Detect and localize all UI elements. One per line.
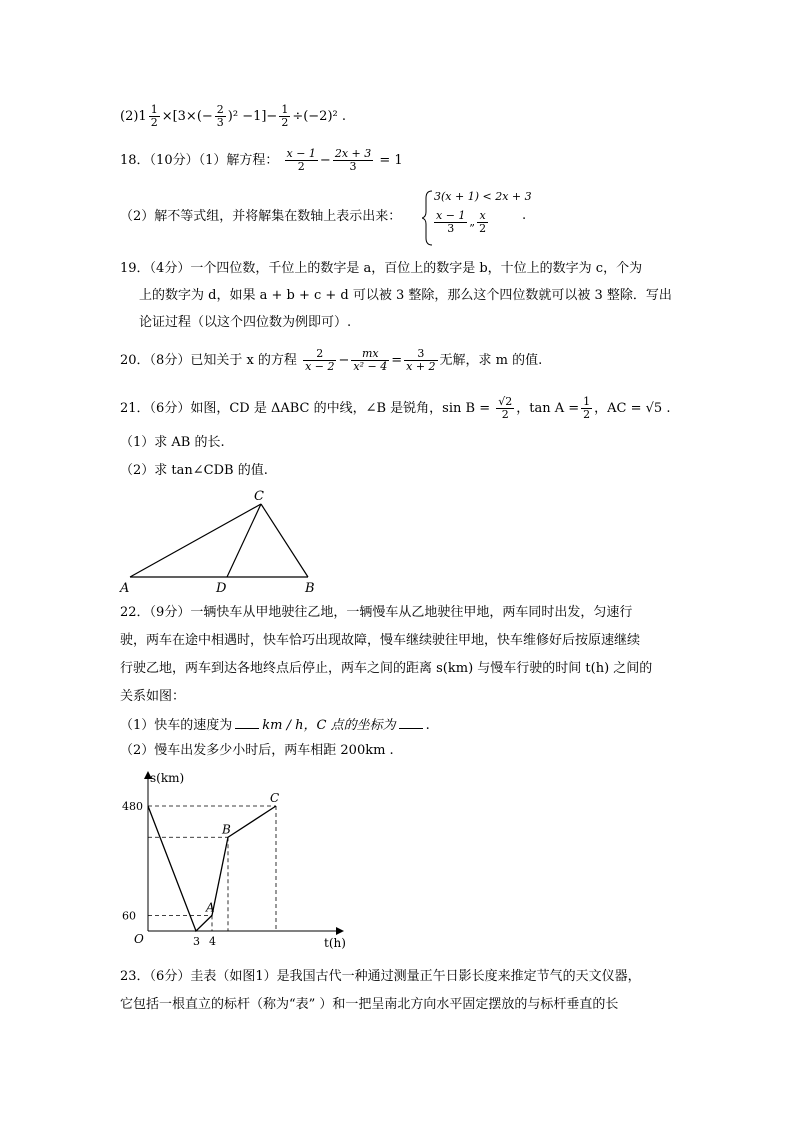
q23-line1: 23．（6分）圭表（如图1）是我国古代一种通过测量正午日影长度来推定节气的天文仪器，	[120, 969, 641, 984]
q22-line2: 驶，两车在途中相遇时，快车恰巧出现故障，慢车继续驶往甲地，快车维修好后按原速继续	[120, 633, 641, 648]
y-tick-label-60: 60	[122, 909, 136, 923]
point-label-c: C	[270, 791, 280, 805]
q18-rhs: = 1	[379, 153, 403, 168]
q23-line2: 它包括一根直立的标杆（称为“表” ）和一把呈南北方向水平固定摆放的与标杆垂直的长	[120, 997, 619, 1012]
q21-tan-den: 2	[583, 408, 591, 421]
q18-head: 18．（10分）（1）解方程：	[120, 153, 279, 168]
q20-frac3-den: x + 2	[406, 360, 436, 373]
q21-part1: （1）求 AB 的长.	[120, 435, 225, 450]
point-label-a: A	[206, 900, 215, 915]
q21-sin-den: 2	[501, 408, 509, 421]
q22-part2: （2）慢车出发多少小时后，两车相距 200km .	[120, 743, 394, 758]
q21-head: 21．（6分）如图，CD 是 ΔABC 的中线，∠B 是锐角，sin B =	[120, 401, 491, 416]
q21-line	[120, 396, 670, 421]
distance-time-chart	[110, 765, 360, 955]
side-bc	[261, 504, 308, 577]
point-label-b: B	[222, 822, 231, 837]
q20-frac1-num: 2	[303, 348, 336, 361]
origin-label: O	[134, 932, 144, 946]
system-end: .	[522, 208, 527, 223]
q21-tan-label: ，tan A =	[516, 401, 580, 416]
q21-sin-num: √2	[498, 395, 513, 408]
q18-frac1-num: x − 1	[286, 147, 316, 160]
system-separator: „	[469, 215, 476, 229]
x-axis-arrow-icon	[336, 927, 344, 935]
system-frac1-den: 3	[447, 222, 455, 235]
vertex-b-label: B	[305, 581, 315, 595]
q19-line3: 论证过程（以这个四位数为例即可）.	[139, 315, 352, 330]
q18-part2: （2）解不等式组，并将解集在数轴上表示出来：	[120, 209, 402, 224]
y-tick-label-480: 480	[122, 800, 143, 813]
q19-line2: 上的数字为 d，如果 a + b + c + d 可以被 3 整除，那么这个四位数就可以被 3 整除．写出	[139, 288, 672, 303]
x-axis-label: t(h)	[324, 936, 346, 950]
q22-part1	[120, 716, 430, 735]
q20-tail: 无解，求 m 的值.	[439, 353, 543, 368]
q20-frac2-den: x² − 4	[353, 360, 388, 373]
vertex-a-label: A	[120, 581, 130, 595]
q18-frac2-den: 3	[349, 160, 357, 173]
q22-line3: 行驶乙地，两车到达各地终点后停止，两车之间的距离 s(km) 与慢车行驶的时间 t(h) 之间的	[120, 661, 653, 676]
q21-ac: ，AC = √5 .	[594, 401, 671, 416]
triangle-figure	[110, 485, 330, 595]
q18-frac2-num: 2x + 3	[334, 147, 372, 160]
vertex-c-label: C	[254, 489, 264, 504]
x-tick-label-4: 4	[209, 935, 216, 948]
expression-part2: (2)1 $\frac{1}{2}$ ×[3×(− $\frac{2}{3}$ )² −1]− $\frac{1}{2}$ ÷(−2)² .	[120, 103, 347, 129]
q18-line1: 18．（10分）（1）解方程： $\frac{x - 1}{2}$ − $\frac{2x + 3}{3}$ = 1	[120, 147, 403, 173]
q21-tan-num: 1	[583, 395, 591, 408]
q22-part1-c: .	[425, 718, 430, 733]
q20-frac2-num: mx	[351, 348, 389, 361]
system-line2	[432, 210, 490, 235]
inequality-system	[422, 188, 562, 248]
expression-label: (2)1	[120, 109, 147, 124]
x-tick-label-3: 3	[193, 935, 200, 948]
q18-frac1-den: 2	[297, 160, 305, 173]
q22-part1-b: km / h，C 点的坐标为	[262, 718, 396, 733]
q21-part2: （2）求 tan∠CDB 的值.	[120, 463, 268, 478]
q19-line1: 19．（4分）一个四位数，千位上的数字是 a，百位上的数字是 b，十位上的数字为 c，个为	[120, 261, 643, 276]
vertex-d-label: D	[216, 581, 227, 595]
q22-line4: 关系如图：	[120, 689, 186, 704]
side-ac	[130, 504, 261, 577]
q22-line1: 22．（9分）一辆快车从甲地驶往乙地，一辆慢车从乙地驶往甲地，两车同时出发，匀速行	[120, 605, 633, 620]
q22-part1-a: （1）快车的速度为	[120, 718, 233, 733]
median-cd	[227, 504, 261, 577]
system-line1: 3(x + 1) < 2x + 3	[434, 190, 532, 203]
q20-frac1-den: x − 2	[305, 360, 335, 373]
system-frac1-num: x − 1	[436, 209, 466, 222]
answer-blank-speed[interactable]	[235, 716, 259, 729]
system-frac2-num: x	[477, 210, 488, 223]
answer-blank-point-c[interactable]	[399, 716, 423, 729]
q20-head: 20．（8分）已知关于 x 的方程	[120, 353, 297, 368]
q20-frac3-num: 3	[404, 348, 437, 361]
y-axis-label: s(km)	[150, 771, 185, 785]
q20-line: 20．（8分）已知关于 x 的方程 $\frac{2}{x - 2}$ − $\frac{mx}{\text{x² − 4}}$ = $\frac{3}{x + 2}$ 无解，求 m 的值.	[120, 347, 543, 373]
system-frac2-den: 2	[479, 222, 487, 235]
